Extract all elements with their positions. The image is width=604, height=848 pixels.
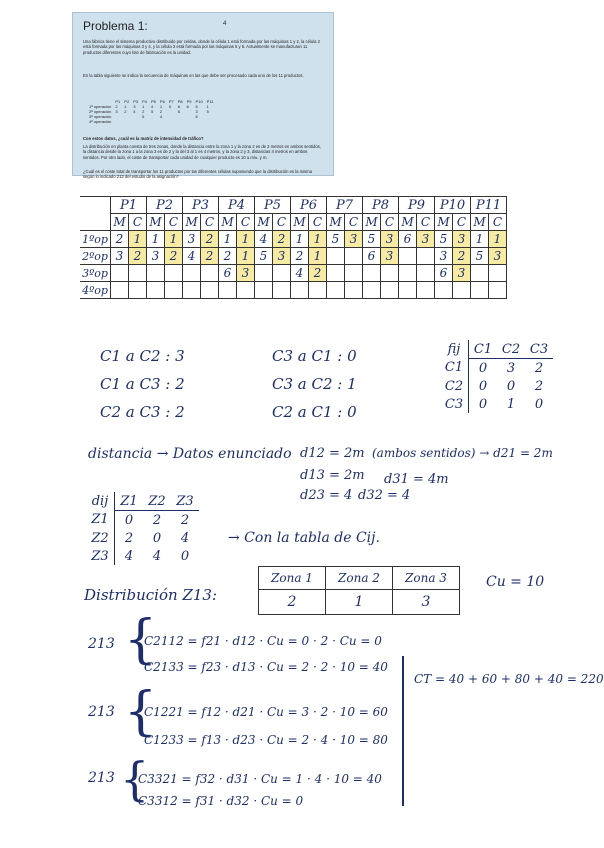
machine-header: M: [291, 214, 309, 231]
sequence-cell: 1: [159, 104, 163, 109]
cell-value: 1: [237, 231, 255, 248]
distribution-label: Distribución Z13:: [84, 586, 218, 604]
machine-value: [291, 282, 309, 299]
d12: d12 = 2m: [300, 446, 365, 461]
sequence-cell: [140, 119, 149, 124]
machine-value: 4: [291, 265, 309, 282]
calc-line: C1221 = f12 · d21 · Cu = 3 · 2 · 10 = 60: [144, 705, 388, 719]
product-header: P10: [435, 197, 471, 214]
calc-line: C3321 = f32 · d31 · Cu = 1 · 4 · 10 = 40: [138, 772, 382, 786]
machine-header: M: [471, 214, 489, 231]
sequence-header-cell: P6: [159, 99, 165, 104]
cell-value: 3: [489, 248, 507, 265]
machine-header: M: [111, 214, 129, 231]
cell-value: 1: [129, 231, 147, 248]
cell-value: [345, 282, 363, 299]
machine-value: [147, 265, 165, 282]
cell-value: 2: [165, 248, 183, 265]
machine-value: 1: [471, 231, 489, 248]
sequence-cell: 4: [133, 109, 136, 114]
machine-value: 3: [435, 248, 453, 265]
machine-value: [327, 248, 345, 265]
cell-value: 3: [381, 231, 399, 248]
fij-value: 0: [469, 359, 498, 378]
zone-header: Zona 2: [326, 567, 393, 590]
d32: d32 = 4: [358, 488, 411, 503]
cell-value: [237, 282, 255, 299]
machine-value: 5: [363, 231, 381, 248]
calc-line: C2112 = f21 · d12 · Cu = 0 · 2 · Cu = 0: [144, 634, 382, 648]
fij-corner: fij: [447, 341, 461, 357]
cell-value: 3: [237, 265, 255, 282]
dij-header-row: [86, 492, 199, 511]
problem-question-2: ¿Cuál es el coste total de transportar los 11 productos por las diferentes células suponiendo que la distribución es la misma según lo indicado 213 del estudio de la asignación?: [83, 169, 312, 180]
flow-line: C3 a C1 : 0: [272, 347, 357, 365]
dij-row-label: Z1: [91, 512, 109, 528]
zone-header: Zona 3: [393, 567, 460, 590]
cell-value: 2: [201, 248, 219, 265]
product-header: P5: [255, 197, 291, 214]
cell-header: C: [309, 214, 327, 231]
distance-heading: distancia → Datos enunciado: [88, 446, 292, 462]
problem-question: Con estos datos, ¿cuál es la matriz de intensidad de tráfico?: [83, 136, 204, 141]
sequence-cell: 6: [186, 104, 189, 109]
cell-value: [453, 282, 471, 299]
sequence-cell: 5: [195, 104, 198, 109]
fij-row: [440, 377, 553, 395]
cell-value: 1: [489, 231, 507, 248]
calc-tag-1: 213: [88, 636, 115, 652]
machine-value: [255, 265, 273, 282]
flows-right: [272, 342, 357, 426]
machine-value: [219, 282, 237, 299]
machine-value: 6: [219, 265, 237, 282]
calc-group-1: [144, 628, 388, 680]
dij-value: 0: [115, 511, 144, 530]
sequence-table: [87, 99, 216, 124]
d23: d23 = 4: [300, 488, 353, 503]
fij-matrix: [440, 340, 553, 413]
cell-value: 3: [453, 265, 471, 282]
zone-cell-value: 3: [393, 590, 460, 615]
fij-col-header: C3: [525, 340, 553, 359]
sequence-cell: 3: [195, 109, 198, 114]
sequence-row: [87, 119, 216, 124]
fij-row-label: C1: [444, 360, 464, 376]
machine-value: 6: [435, 265, 453, 282]
cell-value: [417, 282, 435, 299]
machine-value: [363, 265, 381, 282]
total-cost: CT = 40 + 60 + 80 + 40 = 220: [414, 672, 604, 686]
operations-grid: [80, 196, 507, 299]
cell-value: 3: [417, 231, 435, 248]
machine-value: 6: [363, 248, 381, 265]
calc-line: C1233 = f13 · d23 · Cu = 2 · 4 · 10 = 80: [144, 733, 388, 747]
cell-value: 1: [309, 231, 327, 248]
dij-value: 4: [180, 530, 190, 546]
flow-line: C2 a C1 : 0: [272, 403, 357, 421]
calc-group-3: [138, 768, 382, 812]
sequence-cell: 5: [168, 104, 172, 109]
dij-value: 2: [180, 512, 190, 528]
machine-value: 5: [327, 231, 345, 248]
calc-tag-2: 213: [88, 704, 115, 720]
operation-label: 2ºop: [80, 248, 111, 265]
dij-row: [86, 511, 199, 530]
cell-header: C: [237, 214, 255, 231]
cell-value: [129, 282, 147, 299]
distribution-header-row: [259, 567, 460, 590]
brace-2: {: [124, 682, 158, 742]
total-divider: [402, 656, 404, 806]
machine-value: [327, 265, 345, 282]
cell-value: [309, 282, 327, 299]
sequence-cell: 1: [124, 104, 127, 109]
machine-value: 4: [183, 248, 201, 265]
cell-value: [345, 265, 363, 282]
zone-cell-value: 1: [326, 590, 393, 615]
sequence-cell: 3: [133, 104, 136, 109]
machine-value: [111, 265, 129, 282]
fij-row: [440, 395, 553, 413]
machine-value: [111, 282, 129, 299]
product-header: P7: [327, 197, 363, 214]
cell-header: C: [489, 214, 507, 231]
product-header: P2: [147, 197, 183, 214]
machine-header: M: [255, 214, 273, 231]
operation-row: [80, 248, 507, 265]
problem-paragraph-3: La distribución en planta consta de tres zonas, donde la distancia entre la zona 1 y la zona 2 es de 2 metros en ambos sentidos, la distancia desde la zona 1 a la zona 3 es de 2 y la del 3 al 1 es 4 metros, y la zona 2 y 3, distancias 4 metros en ambos sentidos. Por otro lado, el coste de transportar cada unidad de cualquier producto es 10 u.m/u. y m.: [83, 144, 321, 160]
sequence-cell: 6: [195, 114, 198, 119]
machine-value: [255, 282, 273, 299]
sequence-cell: [131, 119, 140, 124]
sequence-cell: 2ª operación: [89, 109, 112, 114]
cell-value: 1: [309, 248, 327, 265]
machine-value: 1: [147, 231, 165, 248]
cell-value: 1: [237, 248, 255, 265]
sequence-header-cell: P3: [133, 99, 139, 104]
sequence-cell: [176, 119, 185, 124]
sequence-cell: [194, 119, 205, 124]
sequence-header-cell: P4: [142, 99, 148, 104]
dij-value: 0: [180, 548, 190, 564]
fij-value: 0: [506, 378, 516, 394]
fij-row-label: C2: [444, 378, 464, 394]
cell-value: 3: [345, 231, 363, 248]
cell-value: 2: [309, 265, 327, 282]
machine-value: 1: [291, 231, 309, 248]
distance-note: (ambos sentidos) → d21 = 2m: [372, 446, 553, 460]
sequence-header-cell: P7: [168, 99, 174, 104]
corner-cell: [80, 197, 111, 231]
operations-table: [80, 196, 507, 299]
cell-value: [273, 282, 291, 299]
machine-header: M: [399, 214, 417, 231]
dij-value: 2: [152, 512, 162, 528]
machine-value: 2: [111, 231, 129, 248]
flow-line: C2 a C3 : 2: [100, 403, 185, 421]
sequence-cell: 2: [124, 109, 127, 114]
machine-value: [471, 282, 489, 299]
dij-value: 4: [152, 548, 162, 564]
problem-title: Problema 1:: [83, 19, 148, 33]
cell-header: C: [165, 214, 183, 231]
dij-row: [86, 529, 199, 547]
sequence-cell: 2: [115, 104, 118, 109]
sequence-cell: 3ª operación: [89, 114, 112, 119]
fij-value: 1: [506, 396, 516, 412]
sequence-header-cell: P10: [195, 99, 203, 104]
machine-value: [147, 282, 165, 299]
machine-value: [363, 282, 381, 299]
cell-header: C: [273, 214, 291, 231]
sequence-cell: 4: [159, 114, 163, 119]
fij-row: [440, 359, 553, 378]
sequence-cell: [185, 119, 194, 124]
cell-value: [345, 248, 363, 265]
dij-col-header: Z1: [115, 492, 144, 511]
problem-statement-photo: [72, 12, 334, 180]
cell-value: [381, 282, 399, 299]
dij-col-header: Z2: [143, 492, 171, 511]
cell-value: [417, 248, 435, 265]
dij-value: 4: [115, 547, 144, 565]
product-header: P1: [111, 197, 147, 214]
sequence-cell: 3: [115, 109, 118, 114]
cell-header: C: [453, 214, 471, 231]
cell-value: 2: [201, 231, 219, 248]
sub-header-row: [80, 214, 507, 231]
sequence-cell: 1: [206, 104, 209, 109]
cell-header: C: [201, 214, 219, 231]
cell-value: 3: [453, 231, 471, 248]
machine-value: [471, 265, 489, 282]
cell-value: 2: [273, 231, 291, 248]
sequence-header-cell: P2: [124, 99, 130, 104]
machine-value: 3: [147, 248, 165, 265]
sequence-header-cell: P8: [177, 99, 183, 104]
machine-header: M: [183, 214, 201, 231]
machine-header: M: [327, 214, 345, 231]
cell-value: [129, 265, 147, 282]
cell-value: 3: [273, 248, 291, 265]
machine-value: [327, 282, 345, 299]
cell-value: [165, 282, 183, 299]
operation-label: 3ºop: [80, 265, 111, 282]
operation-row: [80, 231, 507, 248]
fij-header-row: [440, 340, 553, 359]
machine-value: 3: [111, 248, 129, 265]
sequence-cell: [205, 119, 216, 124]
sequence-cell: 6: [177, 104, 180, 109]
flow-line: C3 a C2 : 1: [272, 375, 357, 393]
cell-header: C: [345, 214, 363, 231]
fij-col-header: C2: [497, 340, 525, 359]
machine-value: 5: [471, 248, 489, 265]
sequence-header-cell: P11: [206, 99, 214, 104]
cell-value: 3: [381, 248, 399, 265]
d13: d13 = 2m: [300, 468, 365, 483]
sequence-cell: [167, 119, 176, 124]
brace-1: {: [124, 610, 158, 670]
product-header: P8: [363, 197, 399, 214]
sequence-cell: 2: [142, 109, 145, 114]
machine-value: 5: [435, 231, 453, 248]
cell-value: [201, 265, 219, 282]
cell-header: C: [381, 214, 399, 231]
product-header: P9: [399, 197, 435, 214]
sequence-cell: 4: [151, 104, 154, 109]
dij-row-label: Z3: [91, 548, 109, 564]
sequence-cell: [113, 119, 122, 124]
sequence-cell: 5: [206, 109, 209, 114]
machine-value: [435, 282, 453, 299]
product-header-row: [80, 197, 507, 214]
operation-label: 1ºop: [80, 231, 111, 248]
sequence-cell: 2: [159, 109, 163, 114]
machine-value: [399, 282, 417, 299]
sequence-cell: [122, 119, 131, 124]
cell-value: [165, 265, 183, 282]
cell-value: 2: [129, 248, 147, 265]
machine-value: 1: [219, 231, 237, 248]
product-header: P4: [219, 197, 255, 214]
fij-value: 3: [506, 360, 516, 376]
machine-header: M: [435, 214, 453, 231]
machine-header: M: [363, 214, 381, 231]
sequence-cell: [158, 119, 167, 124]
dij-row-label: Z2: [91, 530, 109, 546]
machine-value: 4: [255, 231, 273, 248]
fij-col-header: C1: [469, 340, 498, 359]
machine-value: 3: [183, 231, 201, 248]
distribution-table: [258, 566, 460, 615]
machine-value: 6: [399, 231, 417, 248]
fij-value: 2: [534, 378, 544, 394]
machine-value: [183, 282, 201, 299]
sequence-cell: 1: [142, 104, 145, 109]
problem-paragraph-1: Una fábrica tiene el sistema productivo distribuido por celdas, donde la célula 1 está formada por las máquinas 1 y 2, la célula 2 está formada por las máquinas 3 y 4, y la célula 3 está formada por las máquinas 5 y 6. Actualmente se manufacturan 11 productos diferentes cuyo lote de fabricación es la unidad.: [83, 39, 320, 55]
problem-paragraph-2: En la tabla siguiente se indica la secuencia de máquinas en las que debe ser procesado cada uno de los 11 productos.: [83, 73, 304, 78]
calc-line: C3312 = f31 · d32 · Cu = 0: [138, 794, 304, 808]
sequence-cell: 1ª operación: [89, 104, 112, 109]
fij-value: 0: [469, 377, 498, 395]
machine-value: 5: [255, 248, 273, 265]
cell-value: [489, 265, 507, 282]
dij-value: 0: [152, 530, 162, 546]
cell-value: [273, 265, 291, 282]
fij-value: 2: [534, 360, 544, 376]
distribution-value-row: [259, 590, 460, 615]
cell-value: [201, 282, 219, 299]
sequence-cell: [149, 119, 158, 124]
cell-header: C: [129, 214, 147, 231]
calc-tag-3: 213: [88, 770, 115, 786]
d31: d31 = 4m: [384, 472, 449, 487]
sequence-header-cell: P1: [115, 99, 121, 104]
cu-value: Cu = 10: [486, 574, 545, 590]
sequence-header-cell: P5: [151, 99, 156, 104]
dij-side-note: → Con la tabla de Cij.: [228, 530, 380, 546]
operation-row: [80, 282, 507, 299]
cell-value: 2: [453, 248, 471, 265]
cell-value: [417, 265, 435, 282]
machine-value: 2: [291, 248, 309, 265]
sequence-cell: 5: [142, 114, 145, 119]
dij-value: 2: [115, 529, 144, 547]
machine-header: M: [147, 214, 165, 231]
calc-group-2: [144, 698, 388, 754]
operation-row: [80, 265, 507, 282]
dij-row: [86, 547, 199, 565]
corner-mark: 4: [223, 21, 227, 27]
product-header: P11: [471, 197, 507, 214]
flows-left: [100, 342, 185, 426]
cell-value: [381, 265, 399, 282]
brace-3: {: [120, 752, 150, 806]
dij-matrix: [86, 492, 199, 565]
zone-cell-value: 2: [259, 590, 326, 615]
cell-value: 1: [165, 231, 183, 248]
sequence-cell: 6: [177, 109, 180, 114]
fij-value: 0: [469, 395, 498, 413]
fij-row-label: C3: [444, 396, 464, 412]
dij-corner: dij: [91, 493, 109, 509]
machine-value: [399, 265, 417, 282]
dij-col-header: Z3: [171, 492, 199, 511]
product-header: P6: [291, 197, 327, 214]
machine-value: [399, 248, 417, 265]
product-header: P3: [183, 197, 219, 214]
flow-line: C1 a C3 : 2: [100, 375, 185, 393]
machine-header: M: [219, 214, 237, 231]
flow-line: C1 a C2 : 3: [100, 347, 185, 365]
zone-header: Zona 1: [259, 567, 326, 590]
cell-header: C: [417, 214, 435, 231]
operation-label: 4ºop: [80, 282, 111, 299]
sequence-cell: 5: [151, 109, 154, 114]
sequence-header-cell: P9: [186, 99, 192, 104]
calc-line: C2133 = f23 · d13 · Cu = 2 · 2 · 10 = 40: [144, 660, 388, 674]
fij-value: 0: [534, 396, 544, 412]
machine-value: 2: [219, 248, 237, 265]
cell-value: [489, 282, 507, 299]
sequence-cell: 4ª operación: [89, 119, 112, 124]
machine-value: [183, 265, 201, 282]
